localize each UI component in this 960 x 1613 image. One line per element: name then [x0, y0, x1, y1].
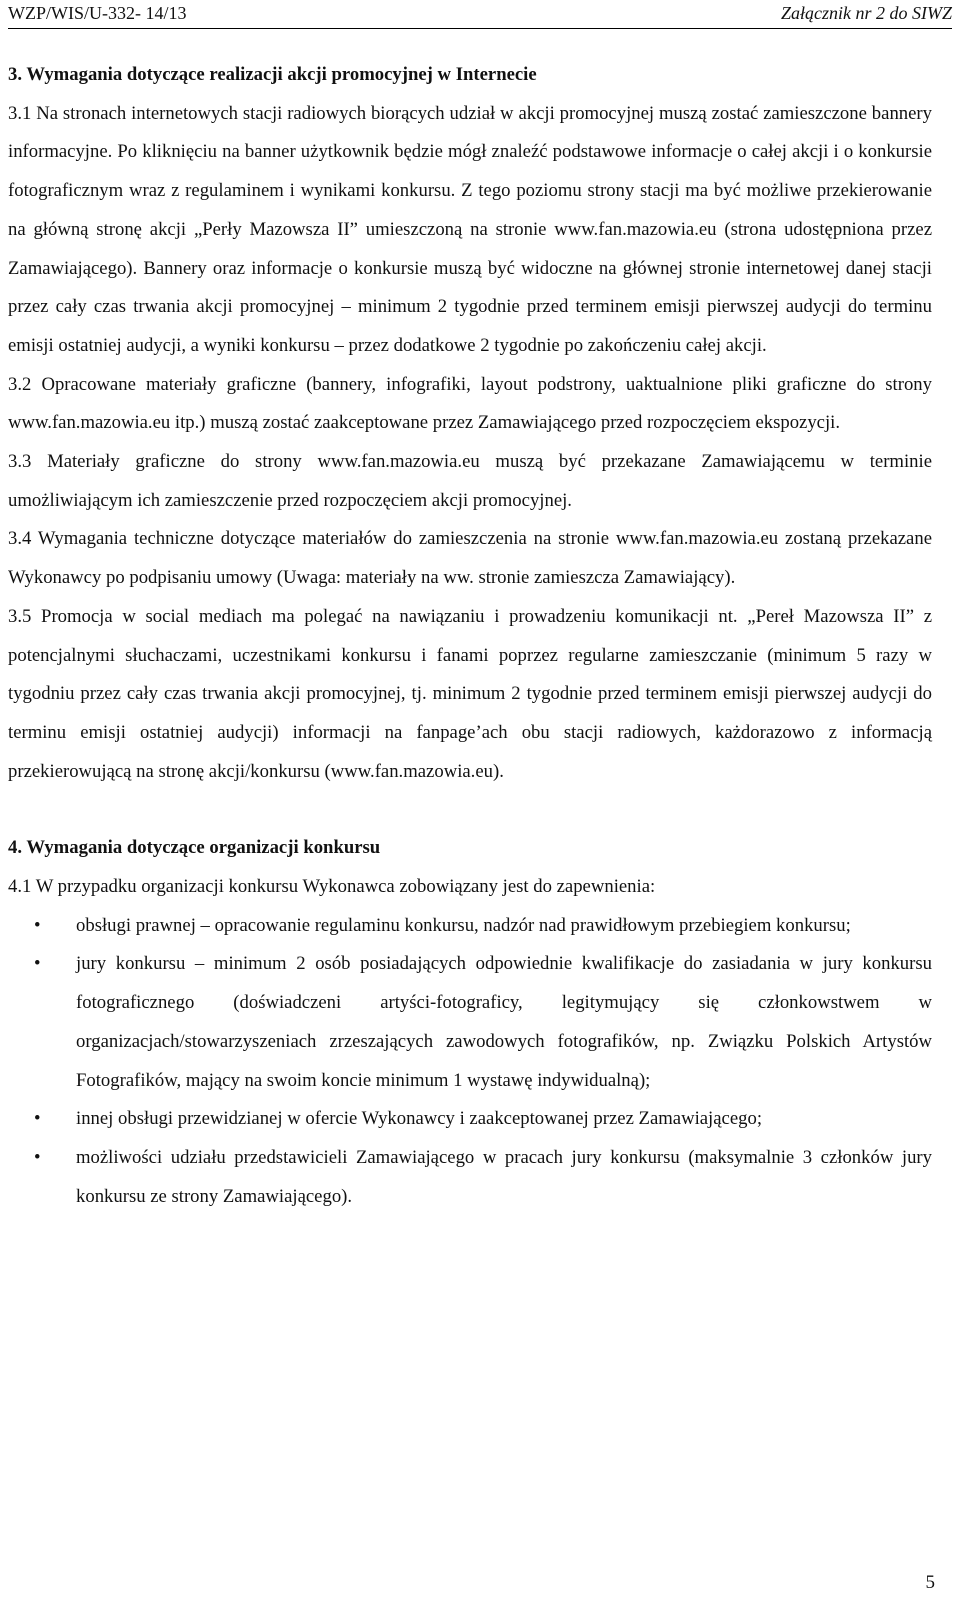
document-reference: WZP/WIS/U-332- 14/13 [8, 3, 187, 23]
section-spacer [8, 791, 932, 829]
bullet-icon: • [34, 953, 41, 975]
list-item [8, 945, 932, 1100]
requirements-list [8, 907, 932, 1217]
bullet-icon: • [34, 914, 41, 936]
section-4-heading: 4. Wymagania dotyczące organizacji konkursu [8, 837, 381, 859]
list-item-text: możliwości udziału przedstawicieli Zamawiającego w pracach jury konkursu (maksymalnie 3 członków jury konkursu ze strony Zamawiającego). [76, 1146, 932, 1207]
list-item-text: obsługi prawnej – opracowanie regulaminu konkursu, nadzór nad prawidłowym przebiegiem konkursu; [76, 914, 851, 936]
page-header [8, 0, 952, 29]
paragraph-3-4: 3.4 Wymagania techniczne dotyczące materiałów do zamieszczenia na stronie www.fan.mazowia.eu zostaną przekazane Wykonawcy po podpisaniu umowy (Uwaga: materiały na ww. stronie zamieszcza Zamawiający). [8, 528, 932, 589]
list-item [8, 1139, 932, 1216]
section-3-heading: 3. Wymagania dotyczące realizacji akcji promocyjnej w Internecie [8, 64, 537, 85]
paragraph-4-1: 4.1 W przypadku organizacji konkursu Wykonawca zobowiązany jest do zapewnienia: [8, 876, 656, 898]
paragraph-3-2: 3.2 Opracowane materiały graficzne (bannery, infografiki, layout podstrony, uaktualnione pliki graficzne do strony www.fan.mazowia.eu itp.) muszą zostać zaakceptowane przez Zamawiającego przed rozpoczęciem ekspozycji. [8, 373, 932, 434]
list-item-text: innej obsługi przewidzianej w ofercie Wykonawcy i zaakceptowanej przez Zamawiającego; [76, 1108, 763, 1130]
page-number: 5 [925, 1572, 935, 1593]
list-item [8, 1100, 932, 1139]
bullet-icon: • [34, 1108, 41, 1130]
document-body [8, 56, 932, 1216]
paragraph-3-1: 3.1 Na stronach internetowych stacji radiowych biorących udział w akcji promocyjnej muszą zostać zamieszczone bannery informacyjne. Po kliknięciu na banner użytkownik będzie mógł znaleźć podstawowe informacje o całej akcji i o konkursie fotograficznym wraz z regulaminem i wynikami konkursu. Z tego poziomu strony stacji ma być możliwe przekierowanie na główną stronę akcji „Perły Mazowsza II” umieszczoną na stronie www.fan.mazowia.eu (strona udostępniona przez Zamawiającego). Bannery oraz informacje o konkursie muszą być widoczne na głównej stronie internetowej danej stacji przez cały czas trwania akcji promocyjnej – minimum 2 tygodnie przed terminem emisji pierwszej audycji do terminu emisji ostatniej audycji, a wyniki konkursu – przez dodatkowe 2 tygodnie po zakończeniu całej akcji. [8, 102, 932, 356]
paragraph-3-5: 3.5 Promocja w social mediach ma polegać na nawiązaniu i prowadzeniu komunikacji nt. „Pereł Mazowsza II” z potencjalnymi słuchaczami, uczestnikami konkursu i fanami poprzez regularne zamieszczanie (minimum 5 razy w tygodniu przez cały czas trwania akcji promocyjnej, tj. minimum 2 tygodnie przed terminem emisji pierwszej audycji do terminu emisji ostatniej audycji) informacji na fanpage’ach obu stacji radiowych, każdorazowo z informacją przekierowującą na stronę akcji/konkursu (www.fan.mazowia.eu). [8, 605, 932, 782]
bullet-icon: • [34, 1146, 41, 1168]
list-item-text: jury konkursu – minimum 2 osób posiadających odpowiednie kwalifikacje do zasiadania w jury konkursu fotograficznego (doświadczeni artyści-fotograficy, legitymujący się członkowstwem w organizacjach/stowarzyszeniach zrzeszających zawodowych fotografików, np. Związku Polskich Artystów Fotografików, mający na swoim koncie minimum 1 wystawę indywidualną); [76, 953, 932, 1091]
paragraph-3-3: 3.3 Materiały graficzne do strony www.fan.mazowia.eu muszą być przekazane Zamawiającemu w terminie umożliwiającym ich zamieszczenie przed rozpoczęciem akcji promocyjnej. [8, 451, 932, 511]
list-item [8, 907, 932, 946]
attachment-label: Załącznik nr 2 do SIWZ [781, 3, 952, 23]
